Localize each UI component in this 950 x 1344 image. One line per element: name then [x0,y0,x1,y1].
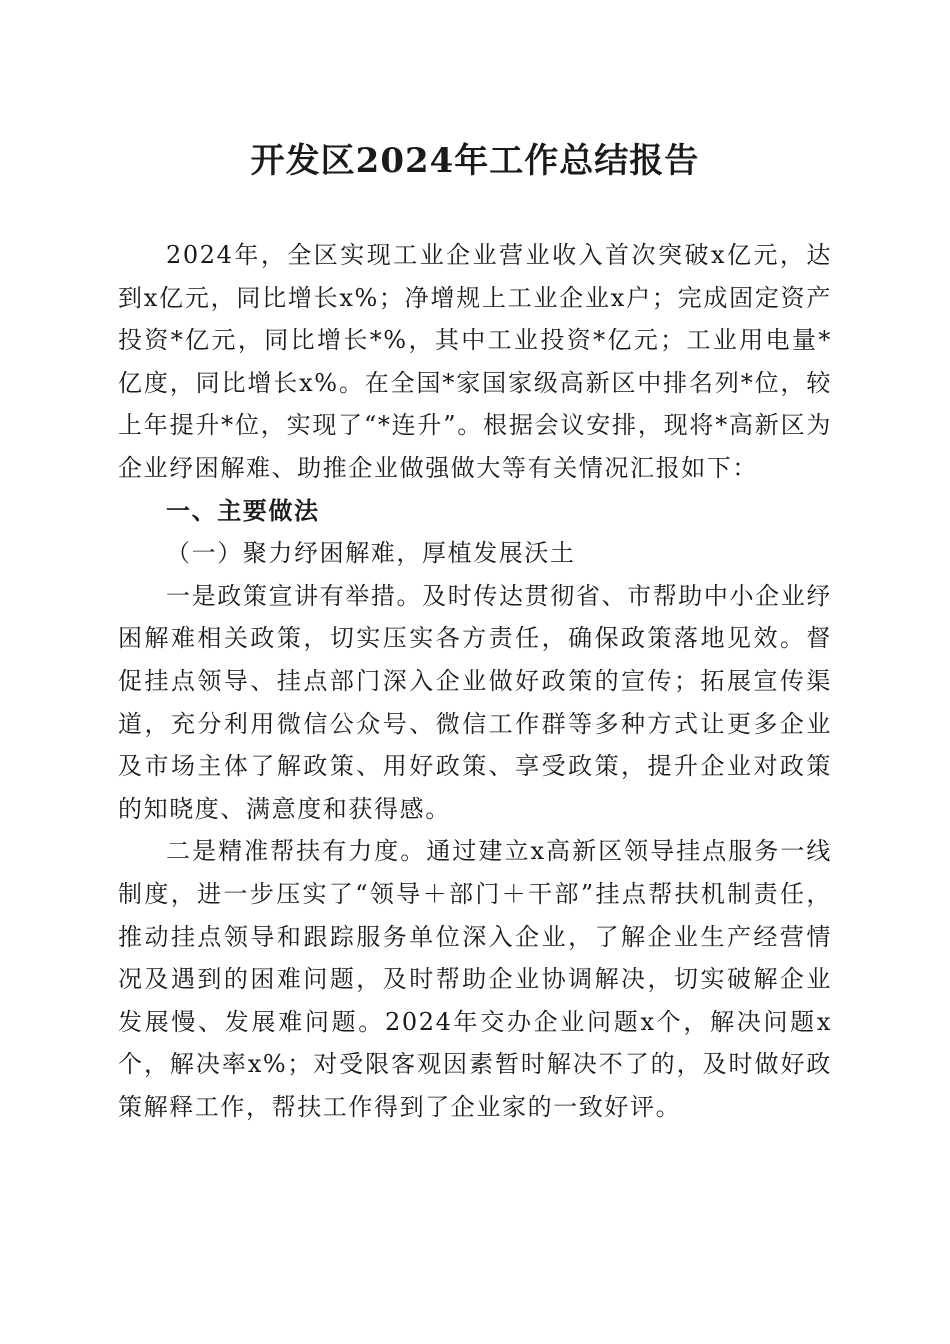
document-body [118,234,832,1128]
item-paragraph-2 [118,830,832,1128]
intro-paragraph: 2024年，全区实现工业企业营业收入首次突破x亿元，达到x亿元，同比增长x%；净增规上工业企业x户；完成固定资产投资*亿元，同比增长*%，其中工业投资*亿元；工业用电量*亿度，同比增长x%。在全国*家国家级高新区中排名列*位，较上年提升*位，实现了“*连升”。根据会议安排，现将*高新区为企业纾困解难、助推企业做强做大等有关情况汇报如下： [118,241,832,482]
subsection-heading: （一）聚力纾困解难，厚植发展沃土 [166,539,576,568]
section-heading: 一、主要做法 [166,495,320,525]
item-text-1: 及时传达贯彻省、市帮助中小企业纾困解难相关政策，切实压实各方责任，确保政策落地见效。督促挂点领导、挂点部门深入企业做好政策的宣传；拓展宣传渠道，充分利用微信公众号、微信工作群等多种方式让更多企业及市场主体了解政策、用好政策、享受政策，提升企业对政策的知晓度、满意度和获得感。 [118,581,832,823]
item-text-2: 通过建立x高新区领导挂点服务一线制度，进一步压实了“领导＋部门＋干部”挂点帮扶机制责任，推动挂点领导和跟踪服务单位深入企业，了解企业生产经营情况及遇到的困难问题，及时帮助企业协调解决，切实破解企业发展慢、发展难问题。2024年交办企业问题x个，解决问题x个，解决率x%；对受限客观因素暂时解决不了的，及时做好政策解释工作，帮扶工作得到了企业家的一致好评。 [118,837,832,1121]
item-lead-1: 一是政策宣讲有举措。 [166,581,423,610]
item-lead-2: 二是精准帮扶有力度。 [166,837,427,866]
item-paragraph-1 [118,575,832,831]
document-title: 开发区2024年工作总结报告 [250,141,700,181]
